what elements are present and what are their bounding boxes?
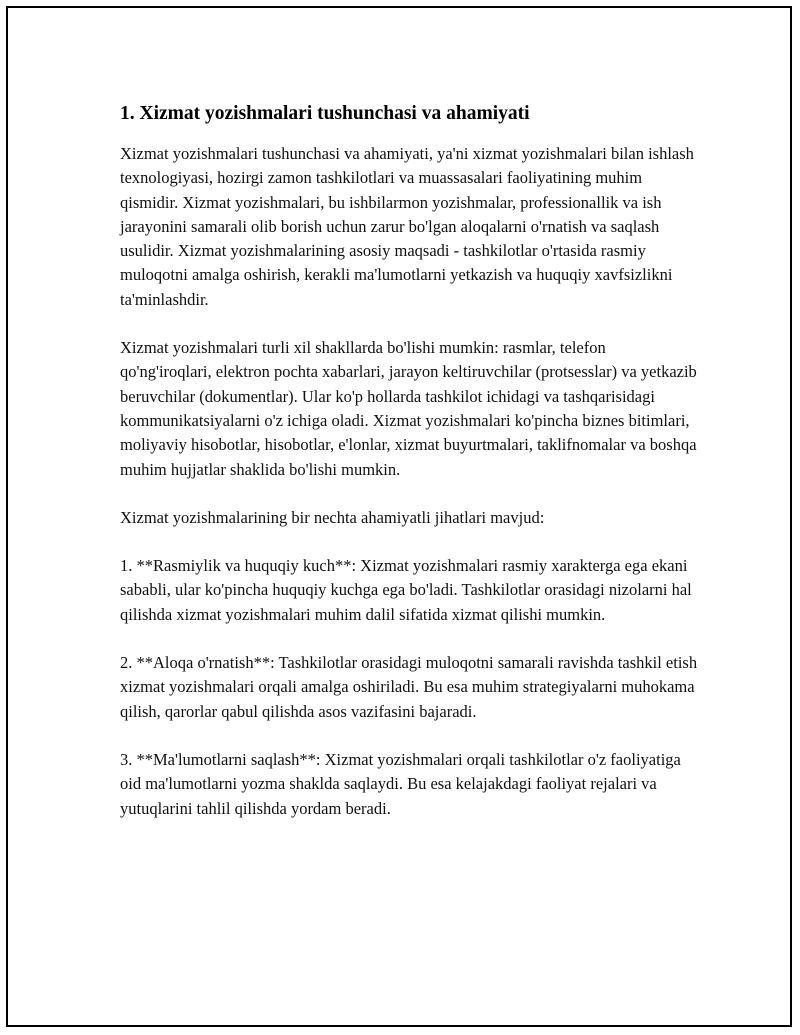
- intro-paragraph: Xizmat yozishmalari tushunchasi va ahamiyati, ya'ni xizmat yozishmalari bilan ishlash texnologiyasi, hozirgi zamon tashkilotlari va muassasalari faoliyatining muhim qismidir. Xizmat yozishmalari, bu ishbilarmon yozishmalar, professionallik va ish jarayonini samarali olib borish uchun zarur bo'lgan aloqalarni o'rnatish va saqlash usulidir. Xizmat yozishmalarining asosiy maqsadi - tashkilotlar o'rtasida rasmiy muloqotni amalga oshirish, kerakli ma'lumotlarni yetkazish va huquqiy xavfsizlikni ta'minlashdir.: [120, 144, 694, 309]
- list-item-data-storage: 3. **Ma'lumotlarni saqlash**: Xizmat yozishmalari orqali tashkilotlar o'z faoliyatiga oid ma'lumotlarni yozma shaklda saqlaydi. Bu esa kelajakdagi faoliyat rejalari va yutuqlarini tahlil qilishda yordam beradi.: [120, 749, 681, 818]
- forms-paragraph: Xizmat yozishmalari turli xil shakllarda bo'lishi mumkin: rasmlar, telefon qo'ng'iroqlari, elektron pochta xabarlari, jarayon keltiruvchilar (protsesslar) va yetkazib beruvchilar (dokumentlar). Ular ko'p hollarda tashkilot ichidagi va tashqarisidagi kommunikatsiyalarni o'z ichiga oladi. Xizmat yozishmalari ko'pincha biznes bitimlari, moliyaviy hisobotlar, hisobotlar, e'lonlar, xizmat buyurtmalari, taklifnomalar va boshqa muhim hujjatlar shaklida bo'lishi mumkin.: [120, 338, 697, 479]
- section-heading: 1. Xizmat yozishmalari tushunchasi va ahamiyati: [120, 103, 530, 124]
- page-frame: [6, 6, 792, 1027]
- list-item-formality: 1. **Rasmiylik va huquqiy kuch**: Xizmat yozishmalari rasmiy xarakterga ega ekani sababli, ular ko'pincha huquqiy kuchga ega bo'ladi. Tashkilotlar orasidagi nizolarni hal qilishda xizmat yozishmalari muhim dalil sifatida xizmat qilishi mumkin.: [120, 556, 692, 624]
- document-body: [120, 100, 700, 845]
- list-item-communication: 2. **Aloqa o'rnatish**: Tashkilotlar orasidagi muloqotni samarali ravishda tashkil etish xizmat yozishmalari orqali amalga oshiriladi. Bu esa muhim strategiyalarni muhokama qilish, qarorlar qabul qilishda asos vazifasini bajaradi.: [120, 653, 698, 721]
- aspects-intro-paragraph: Xizmat yozishmalarining bir nechta ahamiyatli jihatlari mavjud:: [120, 507, 545, 527]
